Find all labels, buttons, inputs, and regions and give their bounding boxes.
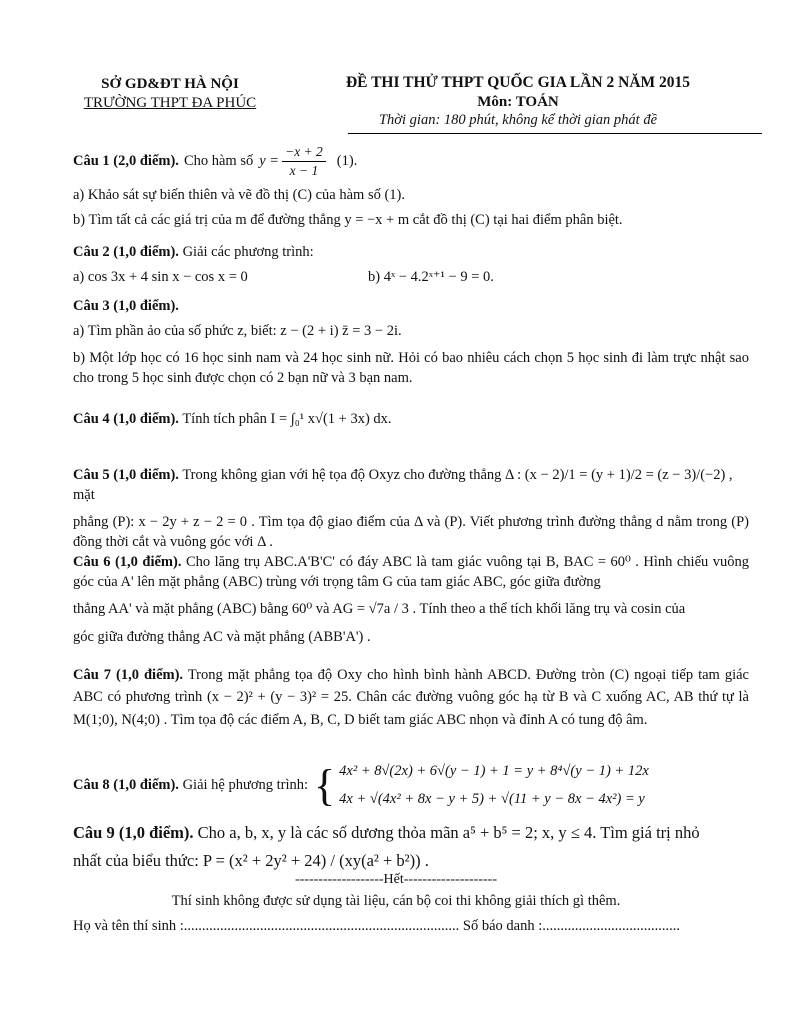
question-8 bbox=[73, 762, 749, 809]
end-marker: -------------------Hết-------------------- bbox=[294, 872, 498, 887]
q8-head: Câu 8 (1,0 điểm). bbox=[73, 776, 179, 793]
header-divider bbox=[348, 133, 762, 134]
q1-intro: Cho hàm số bbox=[183, 152, 254, 169]
question-5 bbox=[73, 466, 749, 552]
q8-eq1: 4x² + 8√(2x) + 6√(y − 1) + 1 = y + 8⁴√(y − 1) + 12x bbox=[339, 763, 649, 779]
q4-text: Tính tích phân I = ∫₀¹ x√(1 + 3x) dx. bbox=[182, 411, 392, 427]
q1-num: −x + 2 bbox=[282, 143, 326, 162]
q5-text1: Trong không gian với hệ tọa độ Oxyz cho đường thẳng Δ : (x − 2)/1 = (y + 1)/2 = (z − 3)/(−2) , mặt bbox=[73, 467, 733, 503]
q8-eq2: 4x + √(4x² + 8x − y + 5) + √(11 + y − 8x − 4x²) = y bbox=[339, 790, 645, 807]
exam-title: ĐỀ THI THỬ THPT QUỐC GIA LẦN 2 NĂM 2015 bbox=[345, 74, 691, 91]
header-right bbox=[318, 74, 718, 129]
school-name: TRƯỜNG THPT ĐA PHÚC bbox=[83, 95, 257, 111]
q5-text2: phẳng (P): x − 2y + z − 2 = 0 . Tìm tọa độ giao điểm của Δ và (P). Viết phương trình đường thẳng d nằm trong (P) đồng thời cắt và vuông góc với Δ . bbox=[73, 514, 749, 550]
question-1: Câu 1 (2,0 điểm). Cho hàm số y = $\frac{-x + 2}{x - 1}$ (1). a) Khảo sát sự biến thiên và vẽ đồ thị (C) của hàm số (1). b) Tìm tất cả các giá trị của m để đường thẳng y = −x + m cắt đồ thị (C) tại hai điểm phân biệt. bbox=[73, 143, 749, 231]
q6-head: Câu 6 (1,0 điểm). bbox=[73, 554, 182, 570]
org-name: SỞ GD&ĐT HÀ NỘI bbox=[101, 76, 239, 92]
footer-note: Thí sinh không được sử dụng tài liệu, cán bộ coi thi không giải thích gì thêm. bbox=[171, 893, 621, 909]
q6-text1: Cho lăng trụ ABC.A'B'C' có đáy ABC là tam giác vuông tại B, BAC = 60⁰ . Hình chiếu vuông góc của A' lên mặt phẳng (ABC) trùng với trọng tâm G của tam giác ABC, góc giữa đường bbox=[73, 554, 749, 590]
question-9 bbox=[73, 822, 749, 873]
exam-duration: Thời gian: 180 phút, không kể thời gian phát đề bbox=[378, 112, 658, 128]
q3-part-a: a) Tìm phần ảo của số phức z, biết: z − (2 + i) z̄ = 3 − 2i. bbox=[73, 322, 402, 339]
q1-part-b: b) Tìm tất cả các giá trị của m để đường thẳng y = −x + m cắt đồ thị (C) tại hai điểm phân biệt. bbox=[73, 212, 623, 228]
question-2 bbox=[73, 243, 749, 287]
question-4 bbox=[73, 410, 749, 430]
q2-part-b: b) 4ˣ − 4.2ˣ⁺¹ − 9 = 0. bbox=[368, 268, 494, 285]
q1-head: Câu 1 (2,0 điểm). bbox=[73, 152, 179, 169]
q1-part-a: a) Khảo sát sự biến thiên và vẽ đồ thị (C) của hàm số (1). bbox=[73, 187, 406, 204]
q2-head: Câu 2 (1,0 điểm). bbox=[73, 244, 179, 260]
candidate-info-line: Họ và tên thí sinh :............................................................................ Số báo danh :...................................... bbox=[73, 918, 680, 934]
exam-subject: Môn: TOÁN bbox=[477, 94, 559, 110]
q3-head: Câu 3 (1,0 điểm). bbox=[73, 298, 179, 314]
q9-text2: nhất của biểu thức: P = (x² + 2y² + 24) / (xy(a² + b²)) . bbox=[73, 851, 429, 871]
header-left bbox=[70, 76, 270, 112]
q1-den: x − 1 bbox=[289, 163, 319, 179]
q7-head: Câu 7 (1,0 điểm). bbox=[73, 667, 184, 683]
q5-head: Câu 5 (1,0 điểm). bbox=[73, 467, 179, 483]
q2-intro: Giải các phương trình: bbox=[182, 244, 314, 260]
q6-text2: thẳng AA' và mặt phẳng (ABC) bằng 60⁰ và AG = √7a / 3 . Tính theo a thể tích khối lăng trụ và cosin của bbox=[73, 601, 686, 618]
q9-head: Câu 9 (1,0 điểm). bbox=[73, 823, 194, 842]
q9-text1: Cho a, b, x, y là các số dương thỏa mãn a⁵ + b⁵ = 2; x, y ≤ 4. Tìm giá trị nhỏ bbox=[197, 823, 700, 842]
q8-brace: { bbox=[314, 760, 336, 810]
question-3 bbox=[73, 297, 749, 388]
q7-text: Trong mặt phẳng tọa độ Oxy cho hình bình hành ABCD. Đường tròn (C) ngoại tiếp tam giác ABC có phương trình (x − 2)² + (y − 3)² = 25. Chân các đường vuông góc hạ từ B và C xuống AC, AB thứ tự là M(1;0), N(4;0) . Tìm tọa độ các điểm A, B, C, D biết tam giác ABC nhọn và đỉnh A có tung độ âm. bbox=[73, 667, 749, 728]
q1-fraction bbox=[282, 143, 326, 180]
q2-part-a: a) cos 3x + 4 sin x − cos x = 0 bbox=[73, 268, 248, 285]
q1-label: (1). bbox=[336, 152, 358, 169]
q6-text3: góc giữa đường thẳng AC và mặt phẳng (ABB'A') . bbox=[73, 628, 371, 645]
q8-intro: Giải hệ phương trình: bbox=[182, 776, 309, 793]
question-6 bbox=[73, 553, 749, 647]
q3-part-b: b) Một lớp học có 16 học sinh nam và 24 học sinh nữ. Hỏi có bao nhiêu cách chọn 5 học sinh đi làm trực nhật sao cho trong 5 học sinh được chọn có 2 bạn nữ và 3 bạn nam. bbox=[73, 350, 749, 386]
question-7 bbox=[73, 664, 749, 731]
q4-head: Câu 4 (1,0 điểm). bbox=[73, 411, 179, 427]
